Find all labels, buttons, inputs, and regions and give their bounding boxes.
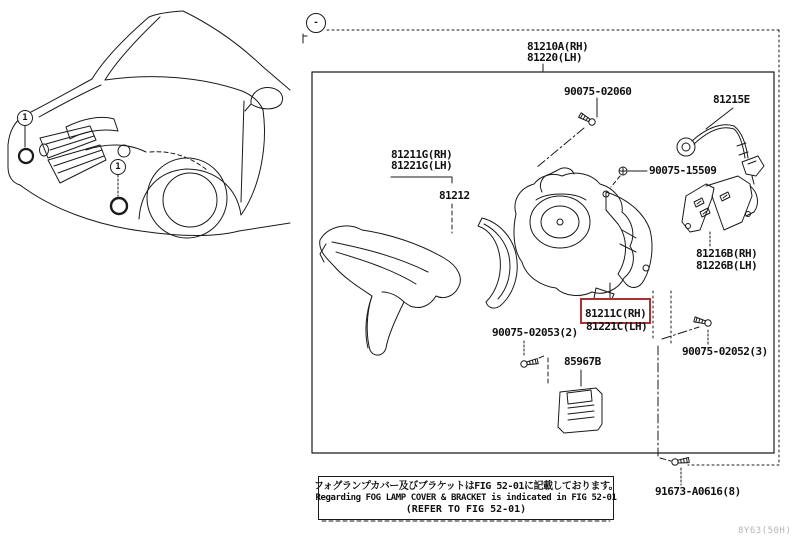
part-label-90075-15509[interactable]: 90075-15509 — [649, 164, 717, 177]
part-label-85967b[interactable]: 85967B — [564, 355, 601, 368]
mount-bracket-drawing — [682, 176, 757, 232]
part-label-81221c-lh[interactable]: 81221C(LH) — [586, 320, 648, 333]
part-label-81226b-lh[interactable]: 81226B(LH) — [696, 259, 758, 272]
note-line-refer: (REFER TO FIG 52-01) — [405, 504, 527, 515]
note-line-japanese: フォグランプカバー及びブラケットはFIG 52-01に記載しております。 — [313, 481, 619, 492]
part-label-81221g-lh[interactable]: 81221G(LH) — [391, 159, 453, 172]
fog-lamp-cover-drawing — [320, 226, 461, 355]
screw-02060-icon — [578, 112, 596, 126]
part-label-81211c-rh[interactable]: 81211C(RH) — [585, 307, 647, 320]
screw-15509-icon — [619, 167, 627, 175]
car-illustration — [8, 11, 290, 238]
car-callout-fog[interactable]: 1 — [110, 159, 126, 175]
screw-02053-icon — [520, 358, 538, 368]
gasket-drawing — [478, 218, 517, 308]
part-label-81210a-rh[interactable]: 81210A(RH) — [527, 40, 589, 53]
balloon-marker[interactable]: - — [306, 13, 326, 33]
part-label-81212[interactable]: 81212 — [439, 189, 470, 202]
note-line-english: Regarding FOG LAMP COVER & BRACKET is indicated in FIG 52-01 — [315, 493, 617, 503]
part-label-90075-02060[interactable]: 90075-02060 — [564, 85, 632, 98]
screw-02052-icon — [694, 316, 712, 327]
part-label-81215e[interactable]: 81215E — [713, 93, 750, 106]
plate-code: 8Y63(50H) — [738, 526, 792, 536]
part-label-90075-02052[interactable]: 90075-02052(3) — [682, 345, 768, 358]
fig-reference-note-box — [313, 476, 619, 520]
part-label-91673-a0616[interactable]: 91673-A0616(8) — [655, 485, 741, 498]
screw-91673-icon — [671, 457, 689, 466]
part-label-90075-02053[interactable]: 90075-02053(2) — [492, 326, 578, 339]
ecu-drawing — [558, 388, 602, 433]
part-label-81216b-rh[interactable]: 81216B(RH) — [696, 247, 758, 260]
fog-lamp-unit-drawing — [514, 168, 652, 303]
part-label-81220-lh[interactable]: 81220(LH) — [527, 51, 583, 64]
part-label-81211g-rh[interactable]: 81211G(RH) — [391, 148, 453, 161]
parts-frame — [303, 34, 774, 453]
car-callout-front[interactable]: 1 — [17, 110, 33, 126]
